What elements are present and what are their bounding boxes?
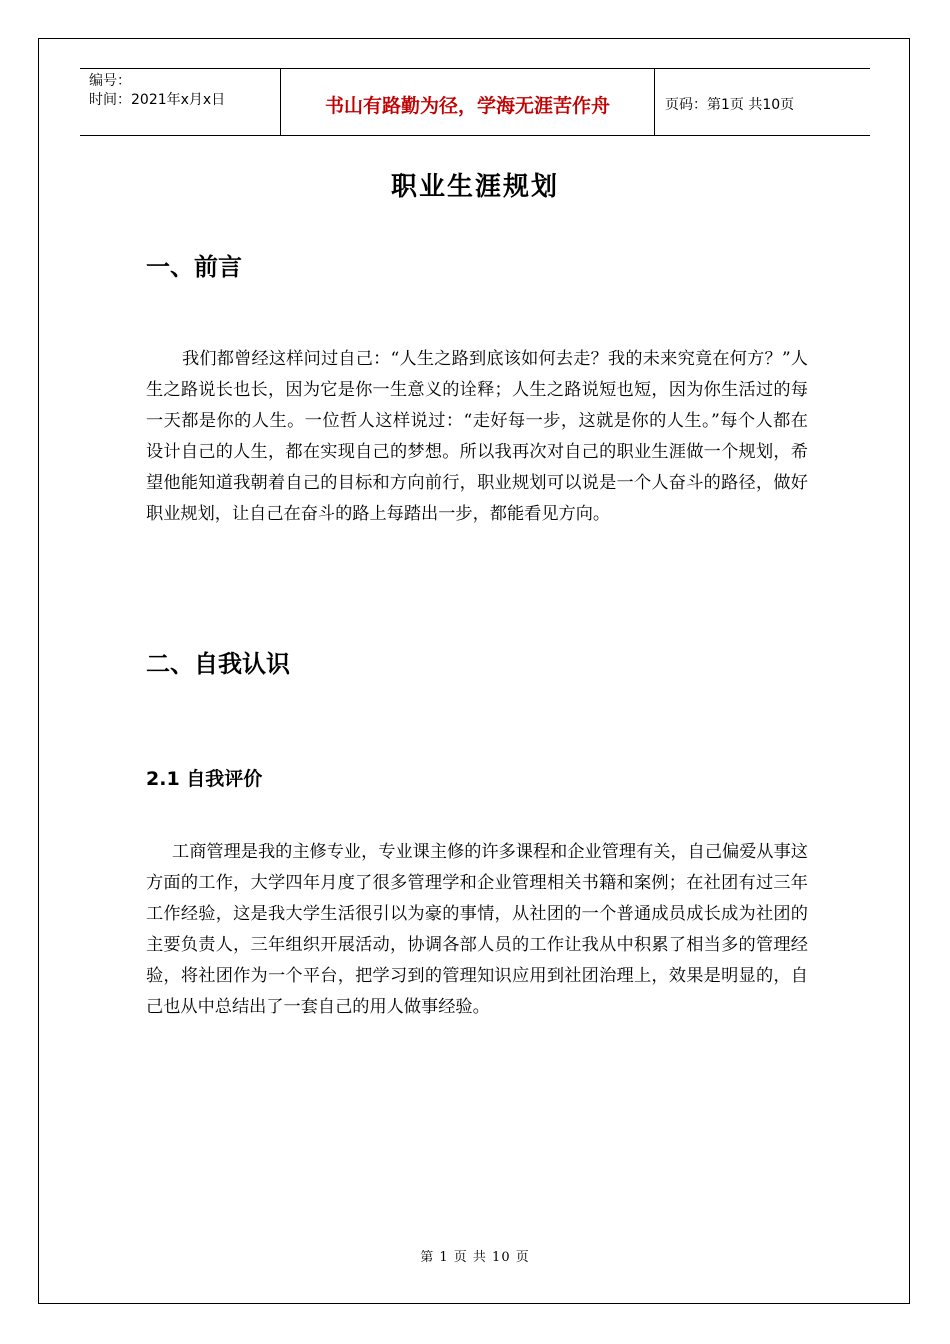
header-table (80, 68, 870, 136)
number-label: 编号： (89, 73, 131, 89)
header-motto: 书山有路勤为径，学海无涯苦作舟 (281, 69, 655, 135)
header-page-info: 页码：第1页 共10页 (665, 96, 795, 113)
section-heading-self-awareness: 二、自我认识 (146, 650, 290, 678)
section-heading-preface: 一、前言 (146, 253, 242, 281)
page-footer: 第 1 页 共 10 页 (420, 1250, 530, 1265)
header-info-cell (80, 69, 281, 135)
document-title: 职业生涯规划 (390, 172, 559, 202)
preface-paragraph: 我们都曾经这样问过自己：“人生之路到底该如何去走？我的未来究竟在何方？”人生之路说长也长，因为它是你一生意义的诠释；人生之路说短也短，因为你生活过的每一天都是你的人生。一位哲人这样说过：“走好每一步，这就是你的人生。”每个人都在设计自己的人生，都在实现自己的梦想。所以我再次对自己的职业生涯做一个规划，希望他能知道我朝着自己的目标和方向前行，职业规划可以说是一个人奋斗的路径，做好职业规划，让自己在奋斗的路上每踏出一步，都能看见方向。 (146, 349, 808, 524)
time-label: 时间：2021年x月x日 (89, 92, 226, 108)
subsection-heading-self-evaluation: 2.1 自我评价 (146, 768, 263, 790)
self-evaluation-paragraph: 工商管理是我的主修专业，专业课主修的许多课程和企业管理有关，自己偏爱从事这方面的工作，大学四年月度了很多管理学和企业管理相关书籍和案例；在社团有过三年工作经验，这是我大学生活很引以为豪的事情，从社团的一个普通成员成长成为社团的主要负责人，三年组织开展活动，协调各部人员的工作让我从中积累了相当多的管理经验，将社团作为一个平台，把学习到的管理知识应用到社团治理上，效果是明显的，自己也从中总结出了一套自己的用人做事经验。 (146, 842, 808, 1017)
